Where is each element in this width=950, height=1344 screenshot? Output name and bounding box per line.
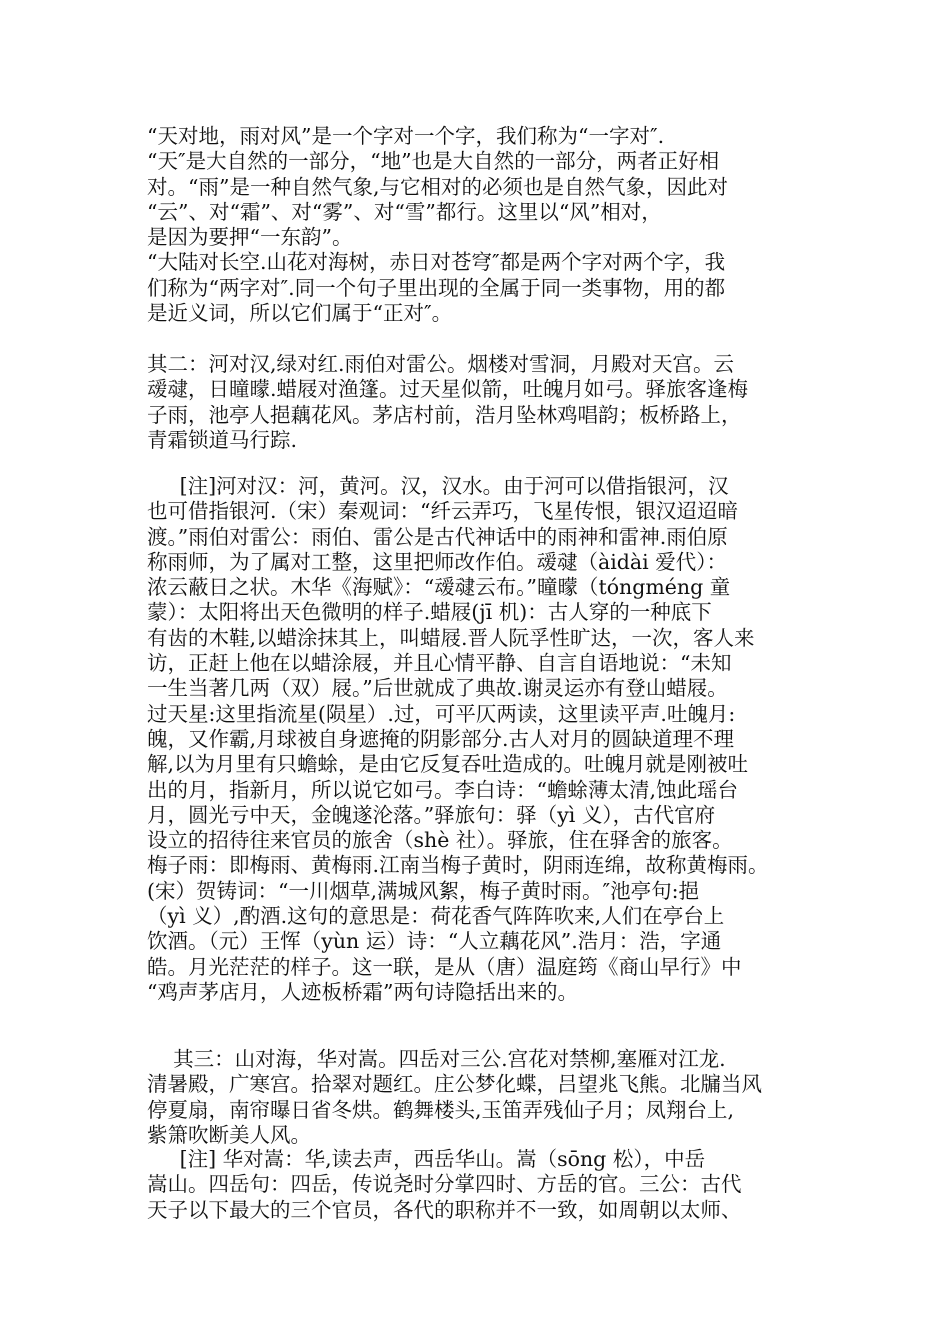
- text-line: （yì 义）,酌酒.这句的意思是：荷花香气阵阵吹来,人们在亭台上: [147, 904, 725, 929]
- text-line: 访，正赶上他在以蜡涂屐，并且心情平静、自言自语地说：“未知: [147, 651, 732, 676]
- text-line: “大陆对长空.山花对海树，赤日对苍穹″都是两个字对两个字，我: [147, 250, 726, 275]
- paragraph-note-3: [147, 1147, 742, 1223]
- text-line: 浓云蔽日之状。木华《海赋》：“叆叇云布。”曈曚（tóngméng 童: [147, 575, 731, 600]
- text-line: 有齿的木鞋,以蜡涂抹其上，叫蜡屐.晋人阮孚性旷达，一次，客人来: [147, 625, 755, 650]
- text-line: 饮酒。（元）王恽（yùn 运）诗：“人立藕花风”.浩月：浩，字通: [147, 929, 722, 954]
- text-line: 梅子雨：即梅雨、黄梅雨.江南当梅子黄时，阴雨连绵，故称黄梅雨。: [147, 853, 769, 878]
- paragraph-intro: [147, 124, 728, 326]
- text-line: 嵩山。四岳句：四岳，传说尧时分掌四时、方岳的官。三公：古代: [147, 1172, 742, 1197]
- text-line: “云”、对“霜”、对“雾”、对“雪”都行。这里以“风”相对，: [147, 199, 662, 224]
- text-line: (宋）贺铸词：“一川烟草,满城风絮，梅子黄时雨。″池亭句:挹: [147, 878, 700, 903]
- text-line: 们称为“两字对″.同一个句子里出现的全属于同一类事物，用的都: [147, 275, 726, 300]
- text-line: 设立的招待往来官员的旅舍（shè 社）。驿旅，住在驿舍的旅客。: [147, 828, 733, 853]
- text-line: “鸡声茅店月，人迹板桥霜”两句诗隐括出来的。: [147, 979, 578, 1004]
- text-line: “天对地，雨对风”是一个字对一个字，我们称为“一字对″.: [147, 124, 665, 148]
- text-line: 皓。月光茫茫的样子。这一联，是从（唐）温庭筠《商山早行》中: [147, 954, 742, 979]
- text-line: 出的月，指新月，所以说它如弓。李白诗：“蟾蜍薄太清,蚀此瑶台: [147, 777, 738, 802]
- text-line: 子雨，池亭人挹藕花风。茅店村前，浩月坠林鸡唱韵；板桥路上，: [147, 402, 742, 427]
- text-line: 一生当著几两（双）屐。”后世就成了典故.谢灵运亦有登山蜡屐。: [147, 676, 728, 701]
- text-line: “天″是大自然的一部分，“地”也是大自然的一部分，两者正好相: [147, 149, 720, 174]
- text-line: 渡。”雨伯对雷公：雨伯、雷公是古代神话中的雨神和雷神.雨伯原: [147, 524, 728, 549]
- text-line: [注]河对汉：河，黄河。汉，汉水。由于河可以借指银河，汉: [147, 474, 729, 498]
- text-line: [注] 华对嵩：华,读去声，西岳华山。嵩（sōng 松），中岳: [147, 1147, 706, 1171]
- text-line: 也可借指银河.（宋）秦观词：“纤云弄巧，飞星传恨，银汉迢迢暗: [147, 499, 738, 524]
- text-line: 魄，又作霸,月球被自身遮掩的阴影部分.古人对月的圆缺道理不理: [147, 726, 735, 751]
- text-line: 其二：河对汉,绿对红.雨伯对雷公。烟楼对雪洞，月殿对天宫。云: [147, 352, 735, 376]
- text-line: 其三：山对海，华对嵩。四岳对三公.宫花对禁柳,塞雁对江龙.: [147, 1047, 726, 1071]
- text-line: 青霜锁道马行踪.: [147, 427, 298, 452]
- text-line: 蒙）：太阳将出天色微明的样子.蜡屐(jī 机)：古人穿的一种底下: [147, 600, 712, 625]
- paragraph-note-2: [147, 474, 769, 1005]
- text-line: 称雨师，为了属对工整，这里把师改作伯。叆叇（àidài 爱代）：: [147, 549, 727, 574]
- text-line: 解,以为月里有只蟾蜍，是由它反复吞吐造成的。吐魄月就是刚被吐: [147, 752, 749, 777]
- text-line: 停夏扇，南帘曝日省冬烘。鹤舞楼头,玉笛弄残仙子月；凤翔台上,: [147, 1097, 735, 1122]
- paragraph-poem-2: [147, 352, 748, 453]
- text-line: 对。“雨”是一种自然气象,与它相对的必须也是自然气象，因此对: [147, 174, 728, 199]
- text-line: 叆叇，日曈曚.蜡屐对渔篷。过天星似箭，吐魄月如弓。驿旅客逢梅: [147, 377, 749, 402]
- text-line: 是近义词，所以它们属于“正对″。: [147, 301, 453, 326]
- text-line: 是因为要押“一东韵”。: [147, 225, 353, 250]
- text-line: 过天星:这里指流星(陨星）.过，可平仄两读，这里读平声.吐魄月:: [147, 701, 736, 726]
- text-line: 月，圆光亏中天，金魄遂沦落。”驿旅句：驿（yì 义），古代官府: [147, 802, 716, 827]
- text-line: 清暑殿，广寒宫。拾翠对题红。庄公梦化蝶，吕望兆飞熊。北牖当风: [147, 1072, 762, 1097]
- text-line: 天子以下最大的三个官员，各代的职称并不一致，如周朝以太师、: [147, 1197, 742, 1222]
- paragraph-poem-3: [147, 1047, 762, 1148]
- text-line: 紫箫吹断美人风。: [147, 1122, 311, 1147]
